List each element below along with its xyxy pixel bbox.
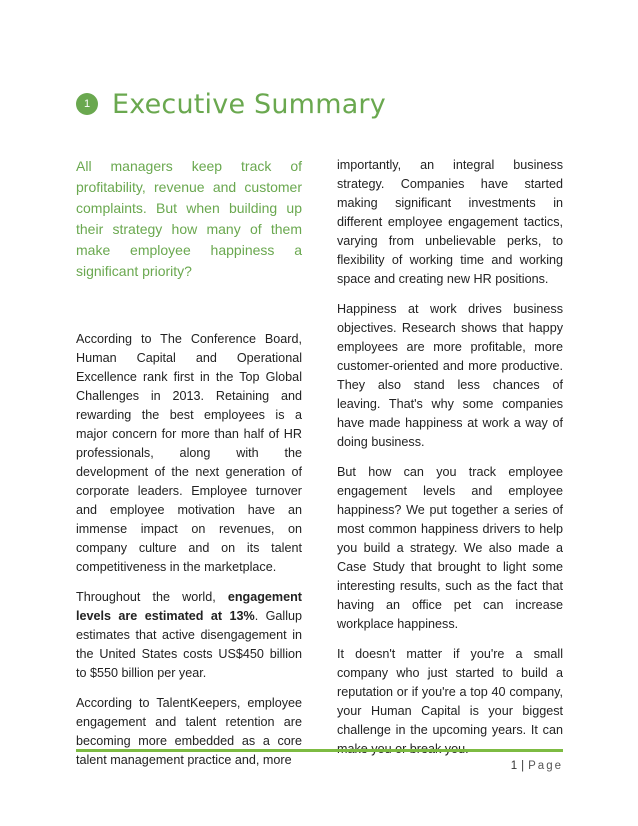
page-label: Page <box>528 760 563 772</box>
section-title: Executive Summary <box>112 88 386 120</box>
engagement-stat: engagement levels are estimated at 13% <box>76 590 302 623</box>
page-number: 1 <box>510 760 518 772</box>
page-footer <box>511 760 563 772</box>
section-heading <box>76 88 386 120</box>
paragraph-track-engagement: But how can you track employee engagement levels and employee happiness? We put together a series of most common happiness drivers to help you build a strategy. We also made a Case Study that brought to light some interesting results, such as the fact that having an office pet can increase workplace happiness. <box>337 465 563 631</box>
paragraph-engagement-levels <box>76 588 302 683</box>
right-column <box>337 156 563 770</box>
section-number-badge: 1 <box>76 93 98 115</box>
paragraph-happiness-at-work: Happiness at work drives business objectives. Research shows that happy employees are more profitable, more customer-oriented and more productive. They also stand less chances of leaving. That's why some companies have made happiness at work a way of doing business. <box>337 302 563 449</box>
paragraph-business-strategy: importantly, an integral business strategy. Companies have started making significant investments in different employee engagement tactics, varying from unbelievable perks, to flexibility of working time and working space and creating new HR positions. <box>337 158 563 286</box>
footer-rule <box>76 749 563 752</box>
lead-paragraph: All managers keep track of profitability, revenue and customer complaints. But when building up their strategy how many of them make employee happiness a significant priority? <box>76 158 302 279</box>
engagement-text-after: . Gallup estimates that active disengagement in the United States costs US$450 billion to $550 billion per year. <box>76 609 302 680</box>
paragraph-human-capital: It doesn't matter if you're a small company who just started to build a reputation or if you're a top 40 company, your Human Capital is your biggest challenge in the upcoming years. It can <box>337 647 563 737</box>
paragraph-talentkeepers: According to TalentKeepers, employee engagement and talent retention are becoming more embedded as a core talent management practice and, more <box>76 696 302 767</box>
left-column <box>76 156 302 781</box>
engagement-text-before: Throughout the world, <box>76 590 228 604</box>
paragraph-conference-board: According to The Conference Board, Human Capital and Operational Excellence rank first in the Top Global Challenges in 2013. Retaining and rewarding the best employees is a major concern for more than half of HR professionals, along with the development of the next generation of corporate leaders. Employee turnover and employee motivation have an immense impact on revenues, on company culture and on its talent competitiveness in the marketplace. <box>76 332 302 574</box>
page-separator: | <box>521 760 525 772</box>
